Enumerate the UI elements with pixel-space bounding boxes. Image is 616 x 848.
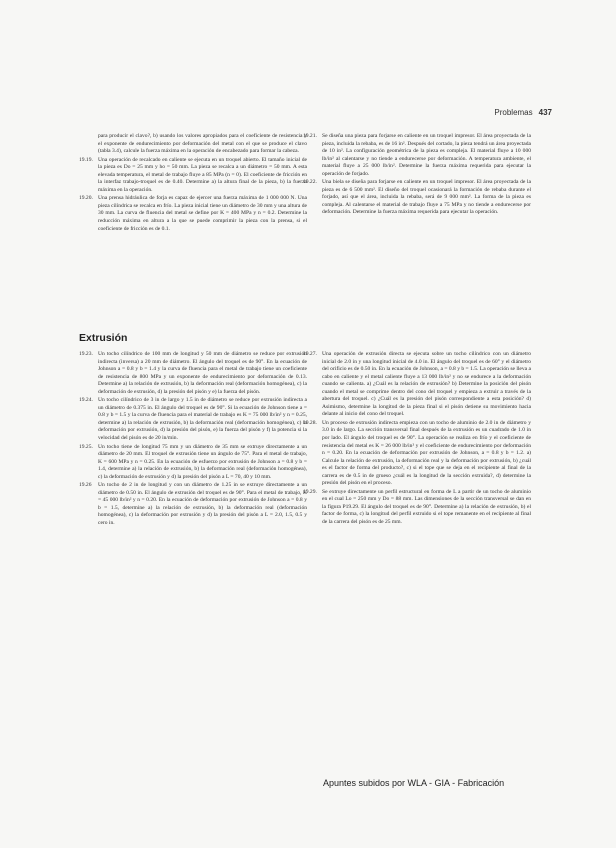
problem-text: Un tocho cilíndrico de 3 in de largo y 1.5 in de diámetro se reduce por extrusión indirecta a un diámetro de 0.375 in. El ángulo del troquel es de 90°. Si la ecuación de Johnson tiene a = 0.8 y b = 1.5 y la curva de fluencia para el material de trabajo es K = 75 000 lb/in² y n = 0.25, determine a) la relación de extrusión, b) la deformación real (deformación homogénea), c) la deformación por extrusión, d) la presión del pisón, e) la fuerza del pisón y f) la potencia si la velocidad del pisón es de 20 in/min.: [98, 397, 307, 442]
problem-number: 19.20.: [79, 195, 93, 202]
problem-19-19: [79, 157, 307, 195]
bottom-left-column: [79, 351, 307, 529]
problem-text: Se diseña una pieza para forjarse en caliente en un troquel impresor. El área proyectada de la pieza, incluida la rebaba, es de 16 in². Después del cortado, la pieza tendrá un área proyectada de 10 in². La configuración geométrica de la pieza es compleja. El material fluye a 10 000 lb/in² al calentarse y no tiende a endurecerse por deformación. A temperatura ambiente, el material fluye a 25 000 lb/in². Determine la fuerza máxima requerida para ejecutar la operación de forjado.: [322, 133, 531, 177]
problem-text: Un tocho de 2 in de longitud y con un diámetro de 1.25 in se extruye directamente a un diámetro de 0.50 in. El ángulo de extrusión del troquel es de 90°. Para el metal de trabajo, K = 45 000 lb/in² y n = 0.20. En la ecuación de deformación por extrusión de Johnson a = 0.8 y b = 1.5, determine a) la relación de extrusión, b) la deformación real (deformación homogénea), c) la deformación por extrusión y d) la presión del pisón a L = 2.0, 1.5, 0.5 y cero in.: [98, 482, 307, 527]
problem-text: Un tocho tiene de longitud 75 mm y un diámetro de 35 mm se extruye directamente a un diámetro de 20 mm. El troquel de extrusión tiene un ángulo de 75°. Para el metal de trabajo, K = 600 MPa y n = 0.25. En la ecuación de esfuerzo por extrusión de Johnson a = 0.8 y b = 1.4, determine a) la relación de extrusión, b) la deformación real (deformación homogénea), c) la deformación de extrusión y d) la presión del pisón a L = 70, 40 y 10 mm.: [98, 443, 307, 480]
problem-number: 19.26: [79, 482, 92, 489]
continuation-text: para producir el clavo?, b) usando los valores apropiados para el coeficiente de resistencia y el exponente de endurecimiento por deformación del metal con el que se produce el clavo (tabla 3.4), calcule la fuerza máxima en la operación de encabezado para formar la cabeza.: [98, 133, 307, 155]
problem-19-27: [303, 351, 531, 419]
page-number: 437: [538, 108, 552, 117]
problem-19-25: [79, 444, 307, 482]
problem-number: 19.24.: [79, 397, 93, 404]
problem-19-22: [303, 179, 531, 217]
problem-number: 19.27.: [303, 351, 317, 357]
top-left-column: [79, 133, 307, 234]
problem-number: 19.22.: [303, 179, 317, 186]
problem-text: Un proceso de extrusión indirecta empieza con un tocho de aluminio de 2.0 in de diámetro y 3.0 in de largo. La sección transversal final después de la extrusión es un cuadrado de 1.0 in por lado. El ángulo del troquel es de 90°. La operación se realiza en frío y el coeficiente de resistencia del metal es K = 26 000 lb/in² y el coeficiente de endurecimiento por deformación n = 0.20. En la ecuación de deformación por extrusión de Johnson, a = 0.8 y b = 1.2. a) Calcule la relación de extrusión, la deformación real y la deformación por extrusión, b) ¿cuál es el factor de forma del producto?, c) si el tope que se deja en el recipiente al final de la carrera es de 0.5 in de grueso ¿cuál es la longitud de la sección extruida?, d) determine la presión del pisón en el proceso.: [322, 419, 531, 487]
problem-text: Un tocho cilíndrico de 100 mm de longitud y 50 mm de diámetro se reduce por extrusión indirecta (inversa) a 20 mm de diámetro. El ángulo del troquel es de 90°. En la ecuación de Johnson a = 0.8 y b = 1.4 y la curva de fluencia para el metal de trabajo tiene un coeficiente de resistencia de 800 MPa y un exponente de endurecimiento por deformación de 0.13. Determine a) la relación de extrusión, b) la deformación real (deformación homogénea), c) la deformación de extrusión, d) la presión del pisón y e) la fuerza del pisón.: [98, 351, 307, 395]
problem-text: Una prensa hidráulica de forja es capaz de ejercer una fuerza máxima de 1 000 000 N. Una pieza cilíndrica se recalca en frío. La pieza inicial tiene un diámetro de 30 mm y una altura de 30 mm. La curva de fluencia del metal se define por K = 400 MPa y n = 0.2. Determine la reducción máxima en altura a la que se puede comprimir la pieza con la prensa, si el coeficiente de fricción es de 0.1.: [98, 195, 307, 232]
bottom-right-column: [303, 351, 531, 528]
problem-19-23: [79, 351, 307, 396]
problem-text: Se extruye directamente un perfil estructural en forma de L a partir de un tocho de aluminio en el cual Lo = 250 mm y Do = 88 mm. Las dimensiones de la sección transversal se dan en la figura P19.29. El ángulo del troquel es de 90°. Determine a) la relación de extrusión, b) el factor de forma, c) la longitud del perfil extruido si el tope remanente en el recipiente al final de la carrera del pisón es de 25 mm.: [322, 488, 531, 526]
problem-number: 19.28.: [303, 419, 317, 426]
problem-number: 19.25.: [79, 443, 93, 450]
problem-19-21: [303, 133, 531, 178]
problem-number: 19.21.: [303, 133, 317, 139]
problem-19-29: [303, 489, 531, 527]
problem-number: 19.29.: [303, 488, 317, 495]
problem-text: Una biela se diseña para forjarse en caliente en un troquel impresor. El área proyectada de la pieza es de 6 500 mm². El diseño del troquel ocasionará la formación de rebaba durante el forjado, así que el área, incluida la rebaba, será de 9 000 mm². La forma de la pieza es compleja. Al calentarse el material de trabajo fluye a 75 MPa y no tiende a endurecerse por deformación. Determine la fuerza máxima requerida para ejecutar la operación.: [322, 179, 531, 216]
problem-number: 19.19.: [79, 156, 93, 163]
problem-19-28: [303, 420, 531, 488]
page-header: [494, 108, 552, 117]
problem-19-20: [79, 195, 307, 233]
problem-19-26: [79, 482, 307, 527]
problem-text: Una operación de recalcado en caliente se ejecuta en un troquel abierto. El tamaño inicial de la pieza es Do = 25 mm y ho = 50 mm. La pieza se recalca a un diámetro = 50 mm. A esta elevada temperatura, el metal de trabajo fluye a 85 MPa (n = 0). El coeficiente de fricción en la interfaz trabajo-troquel es de 0.40. Determine a) la altura final de la pieza, b) la fuerza máxima en la operación.: [98, 156, 307, 193]
problem-text: Una operación de extrusión directa se ejecuta sobre un tocho cilíndrico con un diámetro inicial de 2.0 in y una longitud inicial de 4.0 in. El ángulo del troquel es de 60° y el diámetro del orificio es de 0.50 in. En la ecuación de Johnson, a = 0.8 y b = 1.5. La operación se lleva a cabo en caliente y el metal caliente fluye a 13 000 lb/in² y no se endurece a la deformación cuando se calienta. a) ¿Cuál es la relación de extrusión? b) Determine la posición del pisón cuando el metal se comprime dentro del cono del troquel y empieza a extruir a través de la abertura del troquel. c) ¿Cuál es la presión del pisón correspondiente a esta posición? d) Asimismo, determine la longitud de la pieza final si el pisón detiene su movimiento hacia delante al inicio del cono del troquel.: [322, 351, 531, 418]
footer-watermark: Apuntes subidos por WLA - GIA - Fabricación: [323, 778, 505, 788]
top-right-column: [303, 133, 531, 218]
header-section: Problemas: [494, 108, 533, 117]
problem-19-24: [79, 397, 307, 442]
section-title: Extrusión: [79, 332, 128, 344]
problem-number: 19.23.: [79, 351, 93, 357]
